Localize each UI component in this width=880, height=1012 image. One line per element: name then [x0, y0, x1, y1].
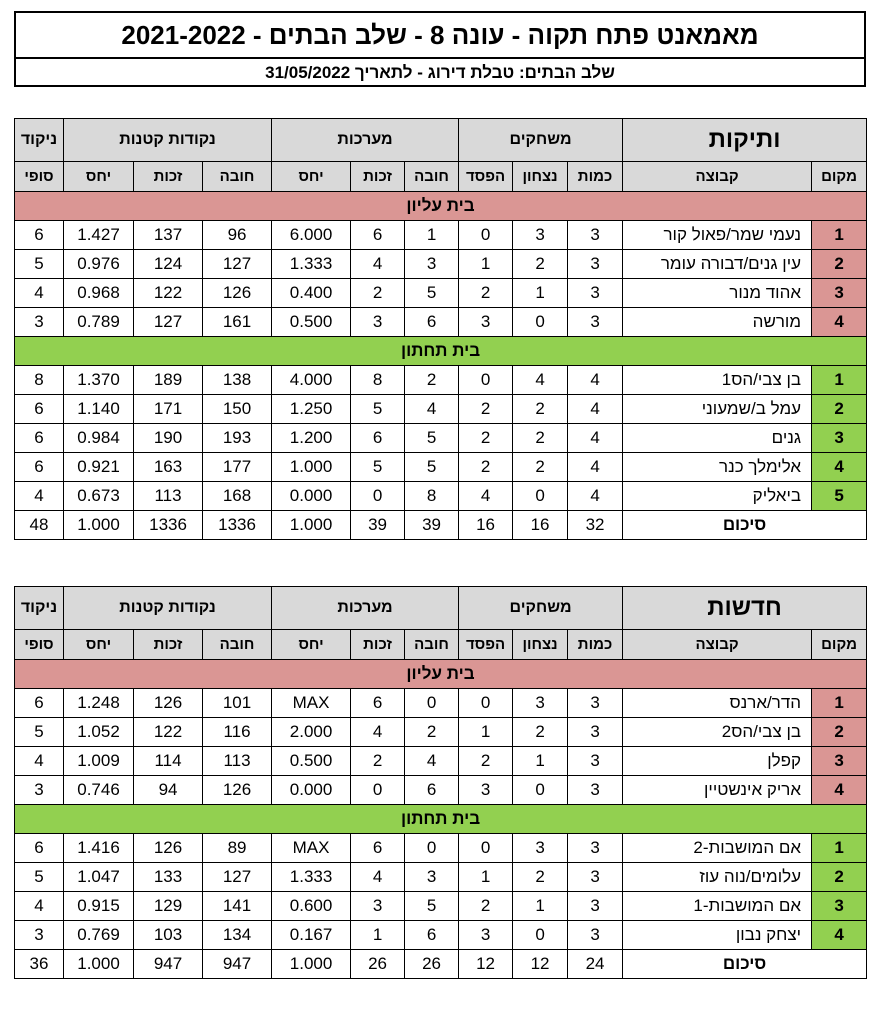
table-row	[15, 892, 867, 921]
set-credit-cell: 3	[351, 308, 405, 337]
set-debit-cell: 6	[405, 921, 459, 950]
table-row	[15, 221, 867, 250]
header-score-top: ניקוד	[15, 119, 64, 162]
group-header-points: נקודות קטנות	[64, 587, 272, 630]
total-won-cell: 16	[513, 511, 568, 540]
won-cell: 0	[513, 308, 568, 337]
total-set-credit-cell: 39	[351, 511, 405, 540]
header-pt-ratio: יחס	[64, 162, 134, 192]
count-cell: 3	[568, 221, 623, 250]
pt-debit-cell: 141	[203, 892, 272, 921]
score-cell: 6	[15, 834, 64, 863]
section-label-lower: בית תחתון	[15, 805, 867, 834]
header-place: מקום	[812, 630, 867, 660]
lost-cell: 0	[459, 689, 513, 718]
team-cell: מורשה	[623, 308, 812, 337]
header-pt-debit: חובה	[203, 162, 272, 192]
lost-cell: 2	[459, 453, 513, 482]
total-pt-credit-cell: 1336	[134, 511, 203, 540]
set-credit-cell: 4	[351, 863, 405, 892]
header-row-groups	[15, 119, 867, 162]
lost-cell: 1	[459, 250, 513, 279]
lost-cell: 1	[459, 863, 513, 892]
score-cell: 6	[15, 689, 64, 718]
place-cell: 2	[812, 718, 867, 747]
pt-credit-cell: 129	[134, 892, 203, 921]
lost-cell: 3	[459, 921, 513, 950]
header-pt-credit: זכות	[134, 162, 203, 192]
count-cell: 3	[568, 250, 623, 279]
section-row-lower	[15, 805, 867, 834]
count-cell: 3	[568, 689, 623, 718]
table-row	[15, 834, 867, 863]
team-cell: עלומים/נוה עוז	[623, 863, 812, 892]
table-row	[15, 482, 867, 511]
place-cell: 1	[812, 366, 867, 395]
header-row-columns	[15, 630, 867, 660]
set-debit-cell: 5	[405, 279, 459, 308]
header-row-columns	[15, 162, 867, 192]
table-row	[15, 863, 867, 892]
total-set-debit-cell: 26	[405, 950, 459, 979]
total-won-cell: 12	[513, 950, 568, 979]
set-debit-cell: 3	[405, 863, 459, 892]
table-row	[15, 424, 867, 453]
total-label: סיכום	[623, 950, 867, 979]
header-set-debit: חובה	[405, 630, 459, 660]
table-row	[15, 718, 867, 747]
set-credit-cell: 0	[351, 482, 405, 511]
team-cell: עין גנים/דבורה עומר	[623, 250, 812, 279]
pt-credit-cell: 103	[134, 921, 203, 950]
won-cell: 0	[513, 921, 568, 950]
won-cell: 2	[513, 718, 568, 747]
won-cell: 0	[513, 482, 568, 511]
pt-debit-cell: 168	[203, 482, 272, 511]
set-credit-cell: 1	[351, 921, 405, 950]
won-cell: 2	[513, 395, 568, 424]
total-pt-credit-cell: 947	[134, 950, 203, 979]
score-cell: 4	[15, 747, 64, 776]
set-credit-cell: 4	[351, 250, 405, 279]
pt-credit-cell: 114	[134, 747, 203, 776]
lost-cell: 2	[459, 279, 513, 308]
count-cell: 3	[568, 834, 623, 863]
team-cell: הדר/ארנס	[623, 689, 812, 718]
pt-credit-cell: 126	[134, 689, 203, 718]
lost-cell: 0	[459, 366, 513, 395]
team-cell: אהוד מנור	[623, 279, 812, 308]
won-cell: 4	[513, 366, 568, 395]
header-lost: הפסד	[459, 630, 513, 660]
score-cell: 8	[15, 366, 64, 395]
pt-debit-cell: 101	[203, 689, 272, 718]
pt-debit-cell: 127	[203, 863, 272, 892]
won-cell: 0	[513, 776, 568, 805]
score-cell: 5	[15, 718, 64, 747]
team-cell: אריק אינשטיין	[623, 776, 812, 805]
set-credit-cell: 5	[351, 453, 405, 482]
pt-ratio-cell: 1.047	[64, 863, 134, 892]
total-lost-cell: 12	[459, 950, 513, 979]
total-count-cell: 24	[568, 950, 623, 979]
score-cell: 3	[15, 776, 64, 805]
set-ratio-cell: 0.500	[272, 747, 351, 776]
pt-credit-cell: 190	[134, 424, 203, 453]
pt-ratio-cell: 0.976	[64, 250, 134, 279]
lost-cell: 3	[459, 308, 513, 337]
page-subtitle: שלב הבתים: טבלת דירוג - לתאריך 31/05/2022	[265, 63, 615, 82]
set-ratio-cell: 0.500	[272, 308, 351, 337]
pt-credit-cell: 122	[134, 279, 203, 308]
set-debit-cell: 4	[405, 395, 459, 424]
place-cell: 4	[812, 776, 867, 805]
header-pt-ratio: יחס	[64, 630, 134, 660]
pt-ratio-cell: 1.009	[64, 747, 134, 776]
set-ratio-cell: 0.000	[272, 482, 351, 511]
section-label-upper: בית עליון	[15, 660, 867, 689]
score-cell: 6	[15, 453, 64, 482]
place-cell: 3	[812, 424, 867, 453]
set-credit-cell: 6	[351, 689, 405, 718]
pt-debit-cell: 161	[203, 308, 272, 337]
pt-debit-cell: 113	[203, 747, 272, 776]
table-title: ותיקות	[623, 119, 867, 162]
pt-debit-cell: 96	[203, 221, 272, 250]
header-pt-debit: חובה	[203, 630, 272, 660]
total-lost-cell: 16	[459, 511, 513, 540]
header-won: נצחון	[513, 162, 568, 192]
score-cell: 5	[15, 863, 64, 892]
group-header-sets: מערכות	[272, 119, 459, 162]
won-cell: 3	[513, 221, 568, 250]
set-credit-cell: 6	[351, 424, 405, 453]
set-debit-cell: 5	[405, 892, 459, 921]
pt-ratio-cell: 0.769	[64, 921, 134, 950]
table-row	[15, 689, 867, 718]
set-ratio-cell: 2.000	[272, 718, 351, 747]
total-set-ratio-cell: 1.000	[272, 950, 351, 979]
pt-credit-cell: 133	[134, 863, 203, 892]
won-cell: 2	[513, 424, 568, 453]
place-cell: 3	[812, 892, 867, 921]
count-cell: 3	[568, 279, 623, 308]
set-credit-cell: 2	[351, 747, 405, 776]
team-cell: נעמי שמר/פאול קור	[623, 221, 812, 250]
pt-debit-cell: 116	[203, 718, 272, 747]
place-cell: 3	[812, 279, 867, 308]
score-cell: 4	[15, 892, 64, 921]
total-set-ratio-cell: 1.000	[272, 511, 351, 540]
pt-ratio-cell: 0.746	[64, 776, 134, 805]
place-cell: 2	[812, 250, 867, 279]
set-ratio-cell: 1.000	[272, 453, 351, 482]
header-score-bottom: סופי	[15, 630, 64, 660]
pt-credit-cell: 127	[134, 308, 203, 337]
section-row-lower	[15, 337, 867, 366]
score-cell: 3	[15, 308, 64, 337]
page-title: מאמאנט פתח תקוה - עונה 8 - שלב הבתים - 2021-2022	[16, 13, 864, 59]
pt-credit-cell: 163	[134, 453, 203, 482]
team-cell: אלימלך כנר	[623, 453, 812, 482]
total-row	[15, 950, 867, 979]
set-credit-cell: 3	[351, 892, 405, 921]
pt-ratio-cell: 0.968	[64, 279, 134, 308]
table-row	[15, 776, 867, 805]
team-cell: גנים	[623, 424, 812, 453]
set-ratio-cell: 4.000	[272, 366, 351, 395]
score-cell: 6	[15, 221, 64, 250]
score-cell: 4	[15, 279, 64, 308]
count-cell: 3	[568, 863, 623, 892]
lost-cell: 3	[459, 776, 513, 805]
count-cell: 4	[568, 453, 623, 482]
score-cell: 6	[15, 424, 64, 453]
lost-cell: 2	[459, 892, 513, 921]
set-credit-cell: 6	[351, 834, 405, 863]
place-cell: 3	[812, 747, 867, 776]
count-cell: 4	[568, 366, 623, 395]
header-team: קבוצה	[623, 162, 812, 192]
table-row	[15, 453, 867, 482]
group-header-sets: מערכות	[272, 587, 459, 630]
place-cell: 1	[812, 221, 867, 250]
set-ratio-cell: 0.400	[272, 279, 351, 308]
pt-debit-cell: 193	[203, 424, 272, 453]
lost-cell: 2	[459, 424, 513, 453]
pt-debit-cell: 126	[203, 776, 272, 805]
header-score-bottom: סופי	[15, 162, 64, 192]
place-cell: 1	[812, 689, 867, 718]
header-set-credit: זכות	[351, 630, 405, 660]
team-cell: קפלן	[623, 747, 812, 776]
count-cell: 4	[568, 395, 623, 424]
newcomers-table	[14, 586, 867, 979]
pt-ratio-cell: 0.921	[64, 453, 134, 482]
section-row-upper	[15, 660, 867, 689]
won-cell: 1	[513, 892, 568, 921]
place-cell: 4	[812, 921, 867, 950]
pt-credit-cell: 94	[134, 776, 203, 805]
count-cell: 4	[568, 482, 623, 511]
header-count: כמות	[568, 630, 623, 660]
total-row	[15, 511, 867, 540]
score-cell: 4	[15, 482, 64, 511]
pt-ratio-cell: 1.140	[64, 395, 134, 424]
set-ratio-cell: MAX	[272, 689, 351, 718]
pt-debit-cell: 134	[203, 921, 272, 950]
table-title: חדשות	[623, 587, 867, 630]
header-set-ratio: יחס	[272, 162, 351, 192]
header-pt-credit: זכות	[134, 630, 203, 660]
set-debit-cell: 6	[405, 308, 459, 337]
pt-credit-cell: 122	[134, 718, 203, 747]
lost-cell: 0	[459, 221, 513, 250]
table-row	[15, 366, 867, 395]
header-lost: הפסד	[459, 162, 513, 192]
pt-ratio-cell: 1.248	[64, 689, 134, 718]
total-count-cell: 32	[568, 511, 623, 540]
lost-cell: 0	[459, 834, 513, 863]
set-debit-cell: 8	[405, 482, 459, 511]
pt-credit-cell: 113	[134, 482, 203, 511]
place-cell: 2	[812, 395, 867, 424]
set-ratio-cell: 0.167	[272, 921, 351, 950]
team-cell: בן צבי/הס1	[623, 366, 812, 395]
count-cell: 3	[568, 892, 623, 921]
place-cell: 2	[812, 863, 867, 892]
table-row	[15, 747, 867, 776]
score-cell: 5	[15, 250, 64, 279]
total-pt-ratio-cell: 1.000	[64, 950, 134, 979]
set-debit-cell: 2	[405, 718, 459, 747]
title-box	[14, 11, 866, 87]
pt-debit-cell: 150	[203, 395, 272, 424]
pt-credit-cell: 171	[134, 395, 203, 424]
veterans-table	[14, 118, 867, 540]
pt-credit-cell: 126	[134, 834, 203, 863]
lost-cell: 1	[459, 718, 513, 747]
set-debit-cell: 1	[405, 221, 459, 250]
set-credit-cell: 4	[351, 718, 405, 747]
set-ratio-cell: 0.600	[272, 892, 351, 921]
score-cell: 6	[15, 395, 64, 424]
count-cell: 3	[568, 776, 623, 805]
total-label: סיכום	[623, 511, 867, 540]
pt-ratio-cell: 0.984	[64, 424, 134, 453]
section-label-upper: בית עליון	[15, 192, 867, 221]
pt-credit-cell: 189	[134, 366, 203, 395]
total-pt-debit-cell: 947	[203, 950, 272, 979]
set-ratio-cell: 1.250	[272, 395, 351, 424]
table-row	[15, 395, 867, 424]
set-credit-cell: 6	[351, 221, 405, 250]
header-set-debit: חובה	[405, 162, 459, 192]
header-count: כמות	[568, 162, 623, 192]
pt-credit-cell: 124	[134, 250, 203, 279]
team-cell: עמל ב/שמעוני	[623, 395, 812, 424]
header-set-ratio: יחס	[272, 630, 351, 660]
pt-ratio-cell: 0.673	[64, 482, 134, 511]
set-debit-cell: 5	[405, 424, 459, 453]
lost-cell: 2	[459, 747, 513, 776]
set-ratio-cell: 1.333	[272, 863, 351, 892]
header-place: מקום	[812, 162, 867, 192]
count-cell: 3	[568, 747, 623, 776]
total-score-cell: 36	[15, 950, 64, 979]
won-cell: 3	[513, 689, 568, 718]
total-pt-ratio-cell: 1.000	[64, 511, 134, 540]
total-set-debit-cell: 39	[405, 511, 459, 540]
pt-debit-cell: 138	[203, 366, 272, 395]
group-header-games: משחקים	[459, 119, 623, 162]
group-header-games: משחקים	[459, 587, 623, 630]
set-credit-cell: 2	[351, 279, 405, 308]
header-team: קבוצה	[623, 630, 812, 660]
section-row-upper	[15, 192, 867, 221]
lost-cell: 2	[459, 395, 513, 424]
group-header-points: נקודות קטנות	[64, 119, 272, 162]
set-credit-cell: 8	[351, 366, 405, 395]
won-cell: 3	[513, 834, 568, 863]
place-cell: 1	[812, 834, 867, 863]
place-cell: 4	[812, 453, 867, 482]
total-pt-debit-cell: 1336	[203, 511, 272, 540]
total-set-credit-cell: 26	[351, 950, 405, 979]
won-cell: 2	[513, 250, 568, 279]
won-cell: 1	[513, 747, 568, 776]
header-won: נצחון	[513, 630, 568, 660]
count-cell: 3	[568, 921, 623, 950]
count-cell: 3	[568, 308, 623, 337]
set-ratio-cell: 1.200	[272, 424, 351, 453]
header-set-credit: זכות	[351, 162, 405, 192]
pt-ratio-cell: 1.416	[64, 834, 134, 863]
set-debit-cell: 6	[405, 776, 459, 805]
pt-debit-cell: 89	[203, 834, 272, 863]
set-debit-cell: 5	[405, 453, 459, 482]
count-cell: 3	[568, 718, 623, 747]
table-row	[15, 308, 867, 337]
pt-ratio-cell: 1.427	[64, 221, 134, 250]
set-ratio-cell: MAX	[272, 834, 351, 863]
lost-cell: 4	[459, 482, 513, 511]
place-cell: 4	[812, 308, 867, 337]
set-debit-cell: 0	[405, 834, 459, 863]
set-credit-cell: 5	[351, 395, 405, 424]
pt-debit-cell: 126	[203, 279, 272, 308]
set-debit-cell: 3	[405, 250, 459, 279]
pt-ratio-cell: 0.915	[64, 892, 134, 921]
pt-debit-cell: 177	[203, 453, 272, 482]
team-cell: אם המושבות-1	[623, 892, 812, 921]
pt-ratio-cell: 0.789	[64, 308, 134, 337]
pt-ratio-cell: 1.052	[64, 718, 134, 747]
score-cell: 3	[15, 921, 64, 950]
table-row	[15, 921, 867, 950]
pt-credit-cell: 137	[134, 221, 203, 250]
won-cell: 2	[513, 453, 568, 482]
won-cell: 1	[513, 279, 568, 308]
set-ratio-cell: 6.000	[272, 221, 351, 250]
set-credit-cell: 0	[351, 776, 405, 805]
total-score-cell: 48	[15, 511, 64, 540]
set-debit-cell: 0	[405, 689, 459, 718]
set-ratio-cell: 0.000	[272, 776, 351, 805]
team-cell: בן צבי/הס2	[623, 718, 812, 747]
set-debit-cell: 2	[405, 366, 459, 395]
table-row	[15, 250, 867, 279]
set-debit-cell: 4	[405, 747, 459, 776]
section-label-lower: בית תחתון	[15, 337, 867, 366]
set-ratio-cell: 1.333	[272, 250, 351, 279]
table-row	[15, 279, 867, 308]
team-cell: אם המושבות-2	[623, 834, 812, 863]
header-row-groups	[15, 587, 867, 630]
header-score-top: ניקוד	[15, 587, 64, 630]
team-cell: ביאליק	[623, 482, 812, 511]
pt-ratio-cell: 1.370	[64, 366, 134, 395]
team-cell: יצחק נבון	[623, 921, 812, 950]
pt-debit-cell: 127	[203, 250, 272, 279]
count-cell: 4	[568, 424, 623, 453]
won-cell: 2	[513, 863, 568, 892]
place-cell: 5	[812, 482, 867, 511]
